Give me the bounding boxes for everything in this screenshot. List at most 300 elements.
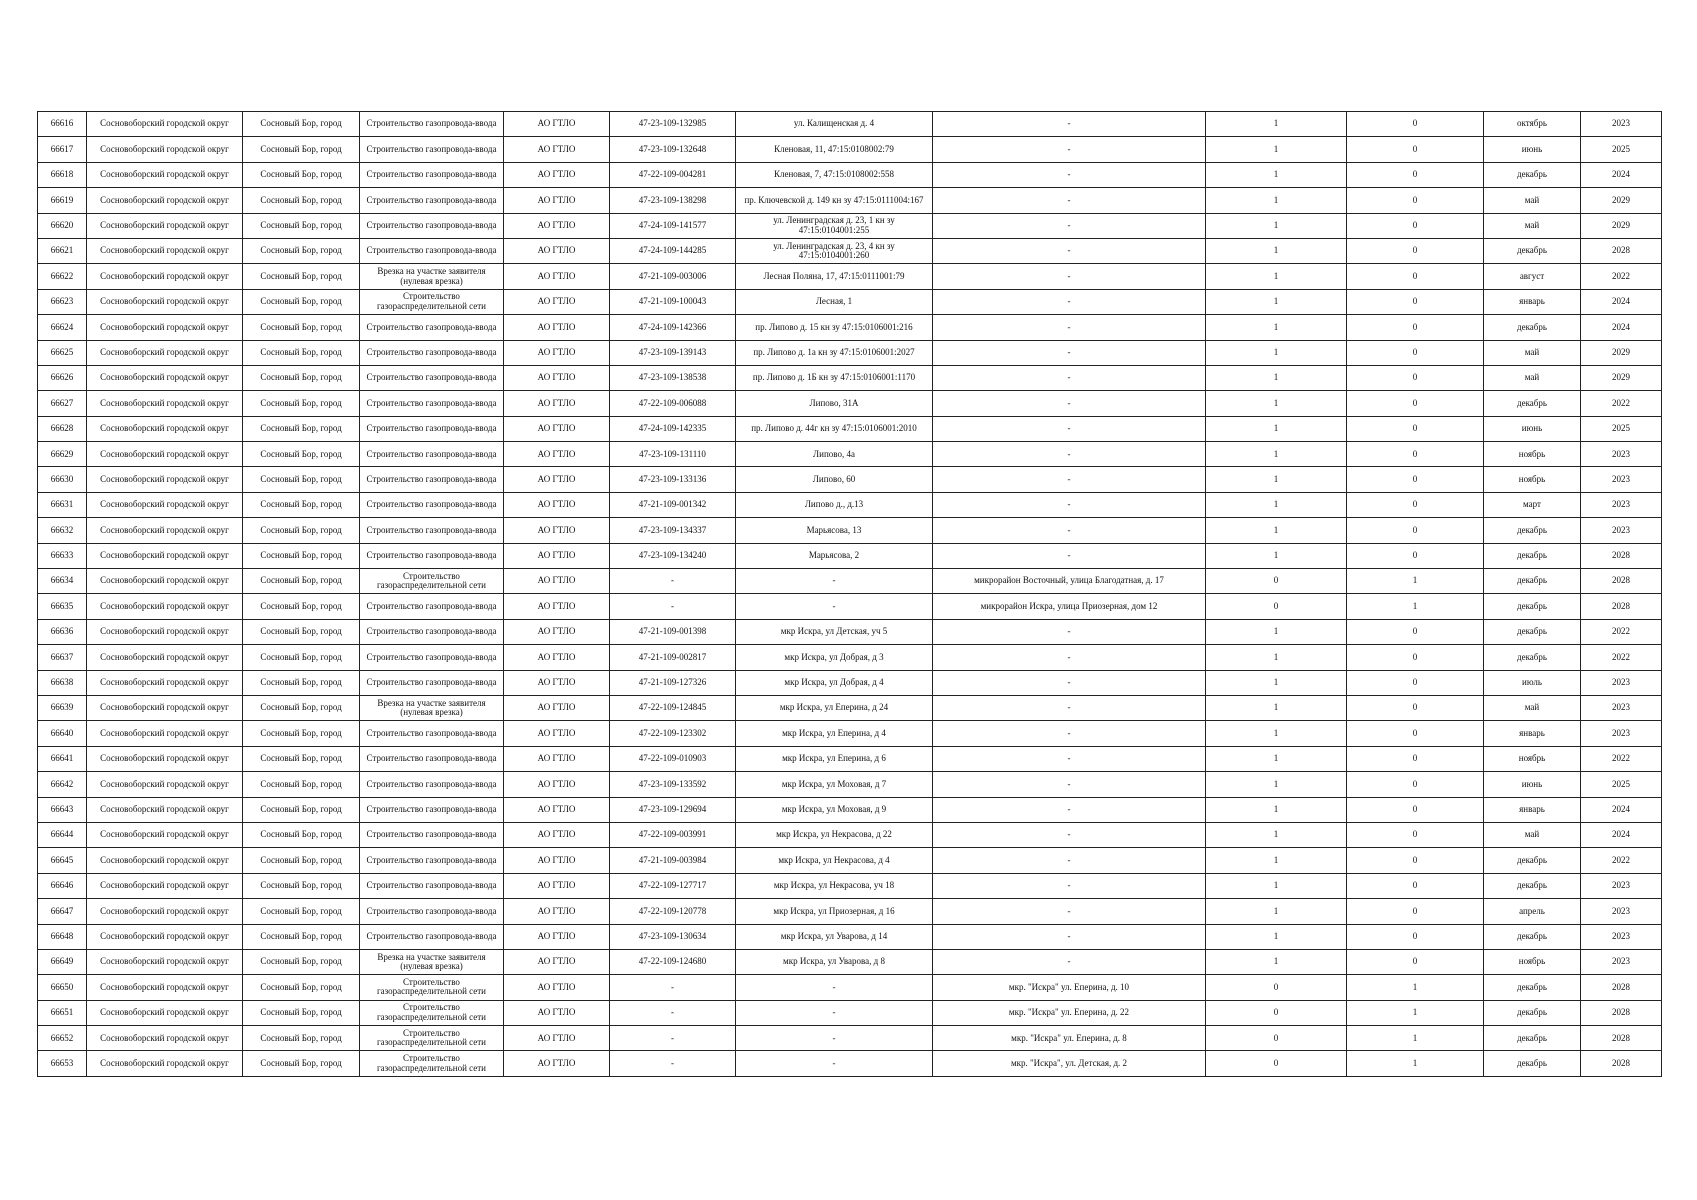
data-table (37, 111, 1662, 1077)
cell-address: - (736, 1026, 933, 1051)
cell-count-a: 0 (1206, 1051, 1347, 1076)
table-row (38, 569, 1662, 594)
cell-work-type: Строительство газопровода-ввода (360, 188, 504, 213)
cell-municipality: Сосновоборский городской округ (87, 873, 243, 898)
cell-work-type: Врезка на участке заявителя (нулевая врезка) (360, 695, 504, 720)
cell-municipality: Сосновоборский городской округ (87, 162, 243, 187)
cell-address: ул. Ленинградская д. 23, 1 кн зу 47:15:0104001:255 (736, 213, 933, 238)
table-row (38, 391, 1662, 416)
cell-work-type: Строительство газопровода-ввода (360, 340, 504, 365)
cell-address: мкр Искра, ул Моховая, д 9 (736, 797, 933, 822)
table-row (38, 238, 1662, 263)
cell-count-b: 0 (1347, 670, 1484, 695)
cell-object-address: - (933, 340, 1206, 365)
table-row (38, 721, 1662, 746)
cell-year: 2028 (1581, 238, 1662, 263)
cell-year: 2028 (1581, 569, 1662, 594)
cell-count-a: 1 (1206, 315, 1347, 340)
cell-application-number: 47-23-109-132648 (610, 137, 736, 162)
cell-object-address: - (933, 365, 1206, 390)
cell-year: 2024 (1581, 289, 1662, 314)
table-row (38, 899, 1662, 924)
cell-month: апрель (1484, 899, 1581, 924)
cell-municipality: Сосновоборский городской округ (87, 340, 243, 365)
cell-row-id: 66644 (38, 822, 87, 847)
table-row (38, 822, 1662, 847)
cell-application-number: 47-23-109-129694 (610, 797, 736, 822)
cell-row-id: 66624 (38, 315, 87, 340)
cell-row-id: 66619 (38, 188, 87, 213)
table-row (38, 746, 1662, 771)
cell-work-type: Строительство газопровода-ввода (360, 238, 504, 263)
cell-month: август (1484, 264, 1581, 289)
cell-object-address: мкр. "Искра" ул. Еперина, д. 10 (933, 975, 1206, 1000)
cell-year: 2028 (1581, 1051, 1662, 1076)
cell-count-b: 0 (1347, 899, 1484, 924)
cell-organization: АО ГТЛО (504, 238, 610, 263)
table-row (38, 695, 1662, 720)
cell-count-b: 0 (1347, 797, 1484, 822)
cell-count-a: 1 (1206, 188, 1347, 213)
cell-address: Кленовая, 7, 47:15:0108002:558 (736, 162, 933, 187)
table-row (38, 848, 1662, 873)
table-row (38, 873, 1662, 898)
cell-address: мкр Искра, ул Еперина, д 4 (736, 721, 933, 746)
cell-row-id: 66639 (38, 695, 87, 720)
cell-row-id: 66634 (38, 569, 87, 594)
cell-count-b: 1 (1347, 1000, 1484, 1025)
cell-count-a: 1 (1206, 695, 1347, 720)
cell-municipality: Сосновоборский городской округ (87, 315, 243, 340)
cell-object-address: - (933, 213, 1206, 238)
cell-year: 2024 (1581, 162, 1662, 187)
cell-row-id: 66642 (38, 772, 87, 797)
cell-settlement: Сосновый Бор, город (243, 442, 360, 467)
cell-count-a: 1 (1206, 949, 1347, 974)
cell-count-a: 1 (1206, 391, 1347, 416)
cell-row-id: 66630 (38, 467, 87, 492)
cell-year: 2022 (1581, 645, 1662, 670)
cell-organization: АО ГТЛО (504, 873, 610, 898)
cell-count-b: 0 (1347, 924, 1484, 949)
cell-application-number: 47-23-109-139143 (610, 340, 736, 365)
cell-address: - (736, 1051, 933, 1076)
cell-work-type: Строительство газораспределительной сети (360, 569, 504, 594)
cell-settlement: Сосновый Бор, город (243, 645, 360, 670)
table-row (38, 416, 1662, 441)
cell-row-id: 66648 (38, 924, 87, 949)
cell-count-b: 0 (1347, 518, 1484, 543)
cell-month: декабрь (1484, 1026, 1581, 1051)
cell-settlement: Сосновый Бор, город (243, 365, 360, 390)
cell-year: 2023 (1581, 924, 1662, 949)
cell-settlement: Сосновый Бор, город (243, 594, 360, 619)
cell-work-type: Строительство газораспределительной сети (360, 1051, 504, 1076)
table-row (38, 645, 1662, 670)
cell-work-type: Строительство газопровода-ввода (360, 112, 504, 137)
cell-application-number: - (610, 1026, 736, 1051)
cell-count-a: 1 (1206, 848, 1347, 873)
cell-work-type: Строительство газопровода-ввода (360, 492, 504, 517)
cell-object-address: - (933, 543, 1206, 568)
cell-count-a: 1 (1206, 442, 1347, 467)
cell-application-number: - (610, 1000, 736, 1025)
cell-municipality: Сосновоборский городской округ (87, 213, 243, 238)
cell-year: 2023 (1581, 492, 1662, 517)
cell-object-address: - (933, 137, 1206, 162)
cell-address: мкр Искра, ул Еперина, д 24 (736, 695, 933, 720)
cell-municipality: Сосновоборский городской округ (87, 721, 243, 746)
table-row (38, 188, 1662, 213)
cell-address: пр. Липово д. 1Б кн зу 47:15:0106001:1170 (736, 365, 933, 390)
cell-object-address: - (933, 467, 1206, 492)
cell-organization: АО ГТЛО (504, 365, 610, 390)
table-row (38, 1026, 1662, 1051)
cell-application-number: 47-22-109-006088 (610, 391, 736, 416)
cell-month: декабрь (1484, 619, 1581, 644)
cell-row-id: 66637 (38, 645, 87, 670)
cell-application-number: 47-24-109-141577 (610, 213, 736, 238)
cell-count-a: 0 (1206, 569, 1347, 594)
cell-row-id: 66650 (38, 975, 87, 1000)
cell-municipality: Сосновоборский городской округ (87, 949, 243, 974)
cell-organization: АО ГТЛО (504, 695, 610, 720)
cell-work-type: Строительство газопровода-ввода (360, 162, 504, 187)
cell-row-id: 66653 (38, 1051, 87, 1076)
cell-row-id: 66652 (38, 1026, 87, 1051)
cell-count-b: 0 (1347, 772, 1484, 797)
cell-month: май (1484, 340, 1581, 365)
cell-municipality: Сосновоборский городской округ (87, 391, 243, 416)
cell-organization: АО ГТЛО (504, 1026, 610, 1051)
cell-settlement: Сосновый Бор, город (243, 112, 360, 137)
cell-count-a: 1 (1206, 746, 1347, 771)
cell-row-id: 66629 (38, 442, 87, 467)
cell-municipality: Сосновоборский городской округ (87, 797, 243, 822)
table-row (38, 594, 1662, 619)
cell-count-a: 1 (1206, 873, 1347, 898)
cell-month: июнь (1484, 137, 1581, 162)
cell-address: Лесная, 1 (736, 289, 933, 314)
cell-application-number: 47-22-109-124845 (610, 695, 736, 720)
cell-settlement: Сосновый Бор, город (243, 848, 360, 873)
cell-row-id: 66638 (38, 670, 87, 695)
table-row (38, 518, 1662, 543)
cell-object-address: - (933, 619, 1206, 644)
cell-count-b: 0 (1347, 721, 1484, 746)
cell-address: пр. Липово д. 15 кн зу 47:15:0106001:216 (736, 315, 933, 340)
cell-work-type: Строительство газопровода-ввода (360, 746, 504, 771)
cell-application-number: 47-23-109-138538 (610, 365, 736, 390)
cell-municipality: Сосновоборский городской округ (87, 467, 243, 492)
cell-year: 2028 (1581, 1026, 1662, 1051)
cell-municipality: Сосновоборский городской округ (87, 442, 243, 467)
cell-settlement: Сосновый Бор, город (243, 822, 360, 847)
cell-month: март (1484, 492, 1581, 517)
cell-month: декабрь (1484, 924, 1581, 949)
cell-object-address: - (933, 848, 1206, 873)
cell-municipality: Сосновоборский городской округ (87, 264, 243, 289)
cell-municipality: Сосновоборский городской округ (87, 670, 243, 695)
cell-organization: АО ГТЛО (504, 188, 610, 213)
cell-object-address: - (933, 416, 1206, 441)
cell-organization: АО ГТЛО (504, 822, 610, 847)
cell-organization: АО ГТЛО (504, 848, 610, 873)
cell-row-id: 66623 (38, 289, 87, 314)
cell-application-number: 47-22-109-010903 (610, 746, 736, 771)
cell-municipality: Сосновоборский городской округ (87, 924, 243, 949)
cell-month: май (1484, 188, 1581, 213)
cell-work-type: Строительство газораспределительной сети (360, 975, 504, 1000)
cell-work-type: Строительство газопровода-ввода (360, 315, 504, 340)
cell-count-a: 0 (1206, 594, 1347, 619)
cell-organization: АО ГТЛО (504, 1051, 610, 1076)
cell-address: Липово, 4а (736, 442, 933, 467)
cell-organization: АО ГТЛО (504, 391, 610, 416)
cell-settlement: Сосновый Бор, город (243, 949, 360, 974)
cell-object-address: - (933, 492, 1206, 517)
cell-object-address: мкр. "Искра" ул. Еперина, д. 22 (933, 1000, 1206, 1025)
cell-organization: АО ГТЛО (504, 340, 610, 365)
cell-application-number: 47-22-109-123302 (610, 721, 736, 746)
cell-month: декабрь (1484, 518, 1581, 543)
cell-row-id: 66616 (38, 112, 87, 137)
cell-count-a: 1 (1206, 772, 1347, 797)
cell-work-type: Строительство газопровода-ввода (360, 213, 504, 238)
cell-organization: АО ГТЛО (504, 492, 610, 517)
cell-year: 2023 (1581, 112, 1662, 137)
cell-count-b: 1 (1347, 975, 1484, 1000)
cell-organization: АО ГТЛО (504, 721, 610, 746)
cell-month: декабрь (1484, 594, 1581, 619)
cell-settlement: Сосновый Бор, город (243, 492, 360, 517)
cell-application-number: 47-21-109-002817 (610, 645, 736, 670)
cell-row-id: 66636 (38, 619, 87, 644)
cell-object-address: - (933, 112, 1206, 137)
cell-month: ноябрь (1484, 467, 1581, 492)
cell-application-number: 47-22-109-003991 (610, 822, 736, 847)
cell-municipality: Сосновоборский городской округ (87, 594, 243, 619)
cell-municipality: Сосновоборский городской округ (87, 975, 243, 1000)
cell-year: 2029 (1581, 188, 1662, 213)
cell-object-address: микрорайон Восточный, улица Благодатная, д. 17 (933, 569, 1206, 594)
cell-row-id: 66641 (38, 746, 87, 771)
cell-application-number: 47-24-109-142366 (610, 315, 736, 340)
cell-address: мкр Искра, ул Уварова, д 8 (736, 949, 933, 974)
cell-month: ноябрь (1484, 442, 1581, 467)
cell-application-number: 47-23-109-133136 (610, 467, 736, 492)
cell-count-b: 1 (1347, 1026, 1484, 1051)
cell-address: Лесная Поляна, 17, 47:15:0111001:79 (736, 264, 933, 289)
cell-address: мкр Искра, ул Приозерная, д 16 (736, 899, 933, 924)
cell-year: 2025 (1581, 416, 1662, 441)
cell-address: - (736, 569, 933, 594)
cell-settlement: Сосновый Бор, город (243, 1000, 360, 1025)
cell-year: 2022 (1581, 264, 1662, 289)
cell-work-type: Строительство газопровода-ввода (360, 670, 504, 695)
table-row (38, 619, 1662, 644)
cell-municipality: Сосновоборский городской округ (87, 188, 243, 213)
cell-row-id: 66643 (38, 797, 87, 822)
cell-year: 2024 (1581, 797, 1662, 822)
cell-year: 2023 (1581, 518, 1662, 543)
table-row (38, 264, 1662, 289)
cell-settlement: Сосновый Бор, город (243, 569, 360, 594)
cell-organization: АО ГТЛО (504, 1000, 610, 1025)
cell-organization: АО ГТЛО (504, 949, 610, 974)
cell-municipality: Сосновоборский городской округ (87, 848, 243, 873)
cell-settlement: Сосновый Бор, город (243, 670, 360, 695)
cell-month: май (1484, 365, 1581, 390)
cell-settlement: Сосновый Бор, город (243, 264, 360, 289)
cell-organization: АО ГТЛО (504, 518, 610, 543)
cell-row-id: 66646 (38, 873, 87, 898)
cell-municipality: Сосновоборский городской округ (87, 569, 243, 594)
cell-year: 2023 (1581, 467, 1662, 492)
cell-application-number: 47-21-109-001342 (610, 492, 736, 517)
cell-work-type: Строительство газопровода-ввода (360, 365, 504, 390)
cell-count-b: 0 (1347, 340, 1484, 365)
cell-organization: АО ГТЛО (504, 924, 610, 949)
table-row (38, 975, 1662, 1000)
cell-object-address: - (933, 645, 1206, 670)
cell-year: 2022 (1581, 619, 1662, 644)
cell-count-b: 0 (1347, 315, 1484, 340)
table-row (38, 772, 1662, 797)
cell-settlement: Сосновый Бор, город (243, 188, 360, 213)
cell-application-number: 47-24-109-144285 (610, 238, 736, 263)
cell-year: 2025 (1581, 772, 1662, 797)
cell-address: ул. Калищенская д. 4 (736, 112, 933, 137)
cell-municipality: Сосновоборский городской округ (87, 772, 243, 797)
cell-year: 2023 (1581, 873, 1662, 898)
table-row (38, 442, 1662, 467)
cell-application-number: 47-22-109-124680 (610, 949, 736, 974)
cell-year: 2029 (1581, 365, 1662, 390)
cell-work-type: Строительство газораспределительной сети (360, 1026, 504, 1051)
cell-count-b: 0 (1347, 543, 1484, 568)
cell-organization: АО ГТЛО (504, 162, 610, 187)
cell-address: Марьясова, 13 (736, 518, 933, 543)
cell-municipality: Сосновоборский городской округ (87, 822, 243, 847)
cell-work-type: Строительство газопровода-ввода (360, 899, 504, 924)
table-body (38, 112, 1662, 1077)
cell-count-a: 1 (1206, 670, 1347, 695)
cell-work-type: Строительство газопровода-ввода (360, 442, 504, 467)
cell-object-address: - (933, 873, 1206, 898)
cell-work-type: Строительство газопровода-ввода (360, 772, 504, 797)
cell-settlement: Сосновый Бор, город (243, 543, 360, 568)
cell-organization: АО ГТЛО (504, 594, 610, 619)
cell-object-address: - (933, 162, 1206, 187)
cell-work-type: Строительство газопровода-ввода (360, 518, 504, 543)
cell-application-number: 47-23-109-130634 (610, 924, 736, 949)
table-row (38, 137, 1662, 162)
cell-month: декабрь (1484, 873, 1581, 898)
cell-count-b: 0 (1347, 746, 1484, 771)
cell-address: пр. Липово д. 44г кн зу 47:15:0106001:2010 (736, 416, 933, 441)
cell-organization: АО ГТЛО (504, 543, 610, 568)
cell-organization: АО ГТЛО (504, 416, 610, 441)
table-row (38, 797, 1662, 822)
cell-month: декабрь (1484, 848, 1581, 873)
cell-month: октябрь (1484, 112, 1581, 137)
cell-address: - (736, 975, 933, 1000)
cell-municipality: Сосновоборский городской округ (87, 1000, 243, 1025)
cell-row-id: 66627 (38, 391, 87, 416)
cell-year: 2023 (1581, 721, 1662, 746)
cell-application-number: 47-22-109-127717 (610, 873, 736, 898)
cell-count-b: 0 (1347, 873, 1484, 898)
table-row (38, 365, 1662, 390)
cell-row-id: 66635 (38, 594, 87, 619)
cell-month: июнь (1484, 772, 1581, 797)
cell-application-number: 47-24-109-142335 (610, 416, 736, 441)
table-row (38, 924, 1662, 949)
cell-settlement: Сосновый Бор, город (243, 391, 360, 416)
cell-object-address: - (933, 772, 1206, 797)
table-row (38, 289, 1662, 314)
cell-object-address: - (933, 442, 1206, 467)
cell-address: пр. Липово д. 1а кн зу 47:15:0106001:2027 (736, 340, 933, 365)
cell-organization: АО ГТЛО (504, 137, 610, 162)
cell-object-address: - (933, 238, 1206, 263)
cell-work-type: Строительство газопровода-ввода (360, 848, 504, 873)
cell-year: 2028 (1581, 1000, 1662, 1025)
cell-object-address: - (933, 822, 1206, 847)
cell-application-number: 47-21-109-127326 (610, 670, 736, 695)
cell-row-id: 66631 (38, 492, 87, 517)
cell-row-id: 66647 (38, 899, 87, 924)
cell-count-a: 1 (1206, 645, 1347, 670)
cell-count-a: 1 (1206, 264, 1347, 289)
cell-application-number: - (610, 569, 736, 594)
cell-year: 2025 (1581, 137, 1662, 162)
cell-municipality: Сосновоборский городской округ (87, 695, 243, 720)
cell-application-number: 47-23-109-131110 (610, 442, 736, 467)
cell-address: мкр Искра, ул Некрасова, д 22 (736, 822, 933, 847)
cell-month: декабрь (1484, 543, 1581, 568)
cell-count-a: 1 (1206, 899, 1347, 924)
cell-work-type: Строительство газопровода-ввода (360, 594, 504, 619)
cell-count-a: 1 (1206, 162, 1347, 187)
cell-work-type: Строительство газопровода-ввода (360, 721, 504, 746)
cell-count-a: 1 (1206, 619, 1347, 644)
cell-month: декабрь (1484, 645, 1581, 670)
cell-application-number: 47-23-109-132985 (610, 112, 736, 137)
cell-address: мкр Искра, ул Добрая, д 4 (736, 670, 933, 695)
cell-application-number: 47-23-109-133592 (610, 772, 736, 797)
cell-year: 2024 (1581, 822, 1662, 847)
cell-count-b: 0 (1347, 848, 1484, 873)
cell-year: 2023 (1581, 899, 1662, 924)
cell-year: 2023 (1581, 670, 1662, 695)
cell-month: январь (1484, 721, 1581, 746)
cell-count-a: 1 (1206, 213, 1347, 238)
cell-year: 2022 (1581, 848, 1662, 873)
cell-address: Марьясова, 2 (736, 543, 933, 568)
cell-month: декабрь (1484, 1000, 1581, 1025)
cell-organization: АО ГТЛО (504, 569, 610, 594)
cell-object-address: - (933, 315, 1206, 340)
cell-row-id: 66645 (38, 848, 87, 873)
cell-application-number: - (610, 594, 736, 619)
cell-month: декабрь (1484, 975, 1581, 1000)
table-row (38, 467, 1662, 492)
cell-work-type: Строительство газопровода-ввода (360, 391, 504, 416)
cell-count-b: 0 (1347, 238, 1484, 263)
cell-count-b: 0 (1347, 391, 1484, 416)
